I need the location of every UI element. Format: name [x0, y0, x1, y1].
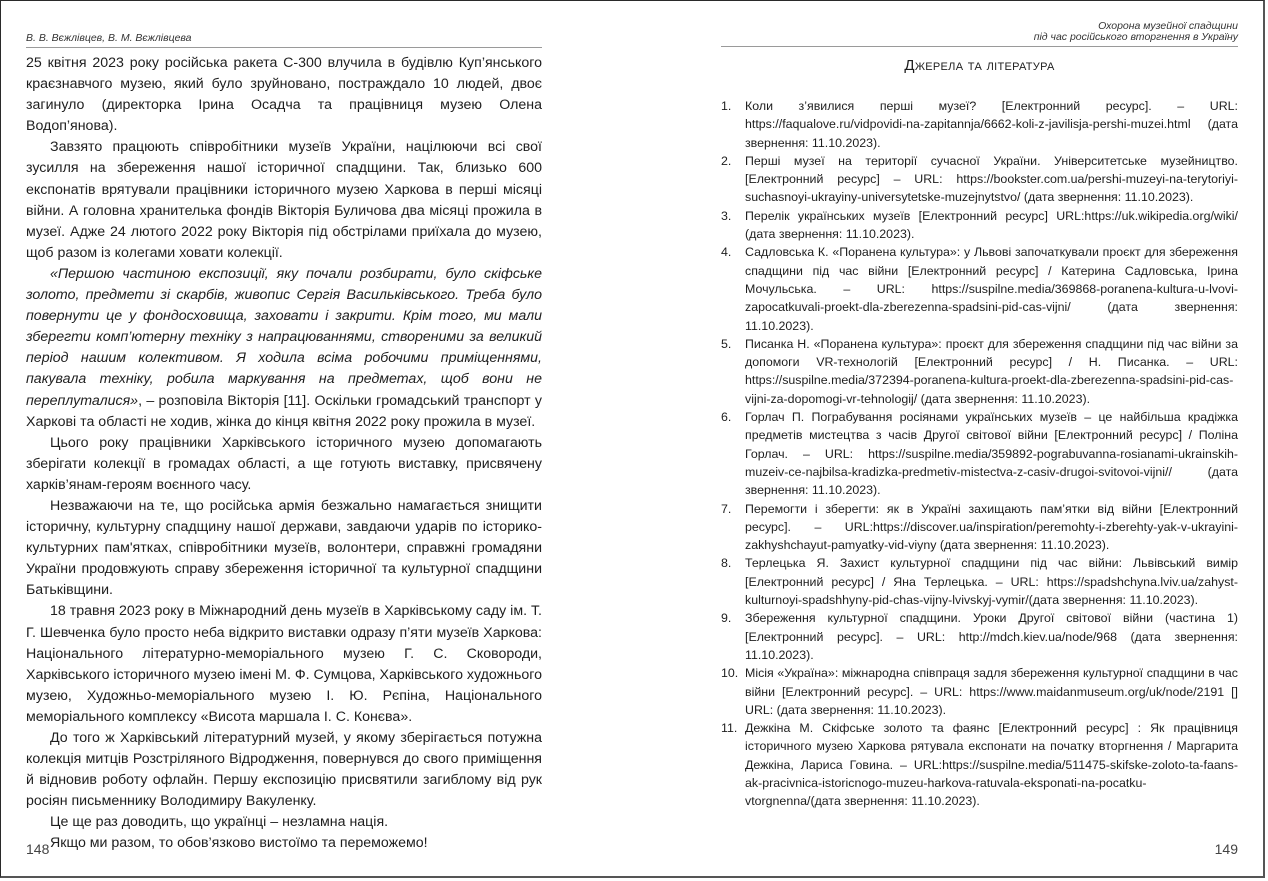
paragraph: 18 травня 2023 року в Міжнародний день музеїв в Харківському саду ім. Т. Г. Шевченка було просто неба відкрито виставки одразу п’яти музеїв Харкова: Національного літературно-меморіального музею Г. С. Сковороди, Харківського історичного музею імені М. Ф. Сумцова, Харківського художнього музею, Художньо-меморіального музею І. Ю. Рєпіна, Національного меморіального комплексу «Висота маршала І. С. Конєва». [26, 603, 542, 725]
left-page [26, 0, 542, 878]
reference-text: Перелік українських музеїв [Електронний ресурс] URL:https://uk.wikipedia.org/wiki/ (дата звернення: 11.10.2023). [745, 208, 1238, 242]
paragraph: Цього року працівники Харківського історичного музею допомагають зберігати колекції в громадах області, а ще готують виставку, присвячену харків’янам-героям воєнного часу. [26, 434, 542, 493]
references-list [721, 97, 1238, 811]
running-head-line-2: під час російського вторгнення в Україну [1033, 31, 1238, 43]
paragraph: Якщо ми разом, то обов’язково вистоїмо та переможемо! [50, 835, 428, 852]
body-text [26, 53, 542, 855]
reference-number: 2. [721, 153, 732, 168]
paragraph: До того ж Харківський літературний музей, у якому зберігається потужна колекція митців Розстріляного Відродження, повернувся до свого приміщення й відновив роботу офлайн. Першу експозицію присвятили загиблому від рук росіян письменнику Володимиру Вакуленку. [26, 730, 542, 810]
reference-text: Перші музеї на території сучасної України. Університетське музейництво. [Електронний ресурс] – URL: https://bookster.com.ua/pershi-muzeyi-na-terytoriyi-suchasnoyi-ukrayiny-universytetske-muzejnytstvo/ (дата звернення: 11.10.2023). [745, 153, 1238, 205]
reference-number: 1. [721, 99, 732, 113]
reference-number: 4. [721, 245, 732, 260]
reference-item [721, 243, 1238, 334]
reference-number: 6. [721, 410, 732, 425]
reference-text: Збереження культурної спадщини. Уроки Другої світової війни (частина 1) [Електронний ресурс]. – URL: http://mdch.kiev.ua/node/968 (дата звернення: 11.10.2023). [745, 611, 1238, 662]
reference-text: Коли з’явилися перші музеї? [Електронний ресурс]. – URL: https://faqualove.ru/vidpovidi-na-zapitannja/6662-koli-z-javilisja-pershi-muzei.html (дата звернення: 11.10.2023). [745, 99, 1238, 150]
paragraph: 25 квітня 2023 року російська ракета С-300 влучила в будівлю Куп’янського краєзнавчого музею, який було зруйновано, постраждало 10 людей, двоє загинуло (директорка Ірина Осадча та працівниця музею Олена Водоп’янова). [26, 55, 542, 135]
reference-text: Дежкіна М. Скіфське золото та фаянс [Електронний ресурс] : Як працівниця історичного музею Харкова рятувала експонати на початку вторгнення / Маргарита Дежкіна, Лариса Говина. – URL:https://suspilne.media/511475-skifske-zoloto-ta-faans-ak-pracivnica-istoricnogo-muzeu-harkova-ratuvala-eksponati-na-pocatku-vtorgnenna/(дата звернення: 11.10.2023). [745, 721, 1238, 809]
reference-item [721, 664, 1238, 719]
running-head-authors: В. В. Вєжлівцев, В. М. Вєжлівцева [26, 33, 542, 48]
reference-text: Садловська К. «Поранена культура»: у Львові започаткували проєкт для збереження спадщини під час війни [Електронний ресурс] / Катерина Садловська, Ірина Мочульська. – URL: https://suspilne.media/369868-poranena-kultura-u-lvovi-zapocatkuvali-proekt-dla-zberezenna-spadsini-pid-cas-vijni/ (дата звернення: 11.10.2023). [745, 245, 1238, 333]
page-number: 148 [26, 841, 50, 857]
running-head-line-1: Охорона музейної спадщини [1098, 20, 1238, 32]
section-title: Джерела та література [904, 57, 1055, 74]
paragraph: Незважаючи на те, що російська армія безжально намагається знищити історичну, культурну спадщину нашої держави, завдаючи ударів по історико-культурних пам'ятках, співробітники музеїв, волонтери, справжні громадяни України продовжують справу збереження історичної та культурної спадщини Батьківщини. [26, 497, 542, 599]
quote-attribution: , – розповіла Вікторія [11]. Оскільки громадський транспорт у Харкові та області не ходив, жінка до кінця квітня 2022 року прожила в музеї. [26, 392, 542, 430]
reference-item [721, 152, 1238, 207]
paragraph: Це ще раз доводить, що українці – незламна нація. [50, 814, 389, 831]
page-number: 149 [1214, 841, 1238, 857]
reference-item [721, 554, 1238, 609]
reference-number: 5. [721, 336, 732, 351]
reference-text: Горлач П. Пограбування росіянами українських музеїв – це найбільша крадіжка предметів мистецтва з часів Другої світової війни [Електронний ресурс] / Поліна Горлач. – URL: https://suspilne.media/359892-pograbuvanna-rosianami-ukrainskih-muzeiv-ce-najbilsa-kradizka-predmetiv-mistectva-z-casiv-drugoi-svitovoi-vijni// (дата звернення: 11.10.2023). [745, 410, 1238, 498]
right-page [721, 0, 1238, 878]
reference-item [721, 97, 1238, 152]
reference-item [721, 335, 1238, 408]
reference-text: Писанка Н. «Поранена культура»: проєкт для збереження спадщини під час війни за допомоги VR-технологій [Електронний ресурс] / Н. Писанка. – URL: https://suspilne.media/372394-poranena-kultura-proekt-dla-zberezenna-spadsini-pid-cas-vijni-za-dopomogi-vr-tehnologij/ (дата звернення: 11.10.2023). [745, 336, 1238, 406]
reference-number: 7. [721, 501, 732, 516]
reference-item [721, 500, 1238, 555]
reference-item [721, 609, 1238, 664]
reference-text: Місія «Україна»: міжнародна співпраця задля збереження культурної спадщини в час війни [Електронний ресурс]. – URL: https://www.maidanmuseum.org/uk/node/2191 [] URL: (дата звернення: 11.10.2023). [745, 666, 1238, 717]
reference-item [721, 408, 1238, 499]
quote-text: «Першою частиною експозиції, яку почали розбирати, було скіфське золото, предмети зі скарбів, живопис Сергія Васильківського. Треба було повернути це у фондосховища, заховати і закрити. Крім того, ми мали зберегти комп’ютерну техніку з напрацюваннями, створеними за великий період нашим колективом. Я ходила всіма робочими приміщеннями, пакувала техніку, робила маркування на предметах, щоб вони не переплуталися» [26, 265, 542, 409]
reference-number: 9. [721, 611, 732, 626]
reference-number: 11. [721, 721, 738, 736]
reference-item [721, 207, 1238, 244]
reference-item [721, 719, 1238, 810]
running-head-title [721, 21, 1238, 47]
reference-number: 3. [721, 208, 732, 223]
paragraph-quote [26, 264, 542, 433]
reference-number: 8. [721, 556, 732, 571]
reference-text: Терлецька Я. Захист культурної спадщини під час війни: Львівський вимір [Електронний ресурс] / Яна Терлецька. – URL: https://spadshchyna.lviv.ua/zahyst-kulturnoyi-spadshhyny-pid-chas-vijny-lvivskyj-vymir/(дата звернення: 11.10.2023). [745, 556, 1238, 608]
reference-number: 10. [721, 666, 739, 681]
reference-text: Перемогти і зберегти: як в Україні захищають пам’ятки від війни [Електронний ресурс]. – URL:https://discover.ua/inspiration/peremohty-i-zberehty-yak-v-ukrayini-zakhyshchayut-pamyatky-vid-viyny (дата звернення: 11.10.2023). [745, 501, 1238, 553]
paragraph: Завзято працюють співробітники музеїв України, націлюючи всі свої зусилля на збереження нашої історичної спадщини. Так, близько 600 експонатів врятували працівники історичного музею Харкова в перші місяці війни. А головна хранителька фондів Вікторія Буличова два місяці прожила в музеї. Адже 24 лютого 2022 року Вікторія під обстрілами приїхала до музею, щоб разом із колегами ховати колекції. [26, 139, 542, 261]
